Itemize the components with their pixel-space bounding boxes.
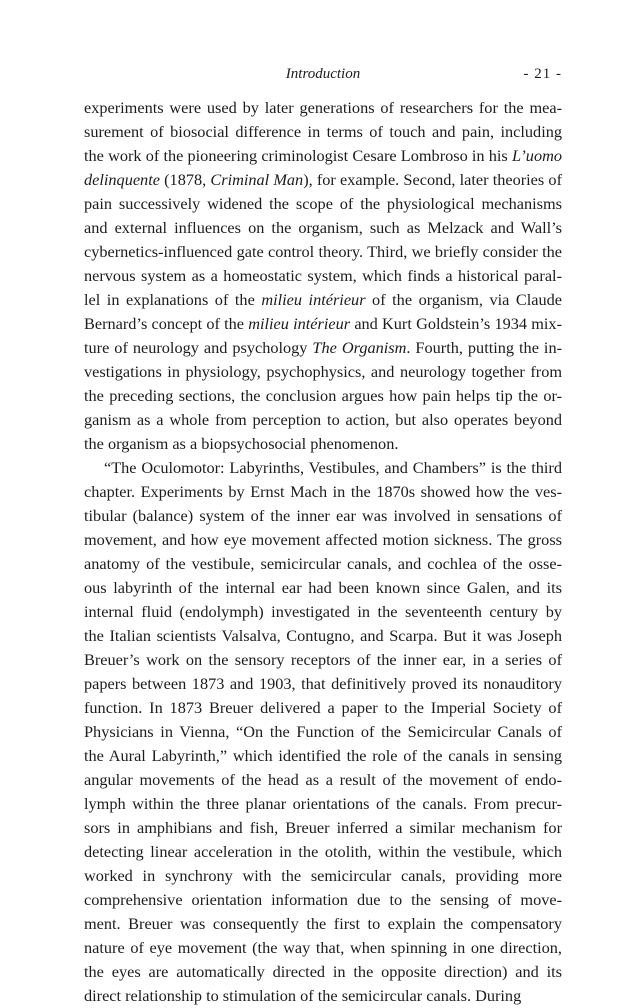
text-run: internal fluid (endolymph) investigated in the seventeenth century by <box>84 602 562 621</box>
text-line <box>84 720 562 744</box>
paragraph <box>84 456 562 1008</box>
text-line <box>84 408 562 432</box>
text-line <box>84 120 562 144</box>
text-run: direct relationship to stimulation of the semicircular canals. During <box>84 986 522 1005</box>
text-run: nature of eye movement (the way that, when spinning in one direction, <box>84 938 562 957</box>
text-line <box>84 600 562 624</box>
text-line <box>84 168 562 192</box>
text-line <box>84 264 562 288</box>
text-run: “The Oculomotor: Labyrinths, Vestibules, and Chambers” is the third <box>104 458 562 477</box>
paragraph <box>84 96 562 456</box>
italic-text: milieu intérieur <box>248 314 351 333</box>
italic-text: delinquente <box>84 170 160 189</box>
text-run: the eyes are automatically directed in the opposite direction) and its <box>84 962 562 981</box>
text-line <box>84 336 562 360</box>
italic-text: The Organism <box>312 338 407 357</box>
text-line <box>84 360 562 384</box>
text-line <box>84 504 562 528</box>
text-run: ment. Breuer was consequently the first to explain the compensatory <box>84 914 562 933</box>
text-line <box>84 480 562 504</box>
text-run: Physicians in Vienna, “On the Function of the Semicircular Canals of <box>84 722 562 741</box>
text-line <box>84 912 562 936</box>
text-run: sors in amphibians and fish, Breuer inferred a similar mechanism for <box>84 818 562 837</box>
text-line <box>84 816 562 840</box>
text-run: and external influences on the organism, such as Melzack and Wall’s <box>84 218 562 237</box>
text-line <box>84 672 562 696</box>
text-run: function. In 1873 Breuer delivered a paper to the Imperial Society of <box>84 698 562 717</box>
text-run: angular movements of the head as a result of the movement of endo- <box>84 770 562 789</box>
text-line <box>84 792 562 816</box>
text-run: . Fourth, putting the in- <box>406 338 563 357</box>
text-run: ), for example. Second, later theories of <box>303 170 562 189</box>
text-run: cybernetics-influenced gate control theory. Third, we briefly consider the <box>84 242 562 261</box>
italic-text: milieu intérieur <box>261 290 366 309</box>
text-run: the organism as a biopsychosocial phenomenon. <box>84 434 399 453</box>
text-line <box>84 432 562 456</box>
text-line <box>84 552 562 576</box>
text-line <box>84 192 562 216</box>
text-run: nervous system as a homeostatic system, which finds a historical paral- <box>84 266 562 285</box>
text-run: of the organism, via Claude <box>365 290 562 309</box>
text-run: the Aural Labyrinth,” which identified the role of the canals in sensing <box>84 746 562 765</box>
text-line <box>84 576 562 600</box>
text-line <box>84 240 562 264</box>
text-line <box>84 744 562 768</box>
text-line <box>84 840 562 864</box>
text-line <box>84 888 562 912</box>
text-run: surement of biosocial difference in terms of touch and pain, including <box>84 122 562 141</box>
text-run: experiments were used by later generations of researchers for the mea- <box>84 98 562 117</box>
text-line <box>84 528 562 552</box>
running-title: Introduction <box>285 66 361 82</box>
text-run: comprehensive orientation information due to the sensing of move- <box>84 890 562 909</box>
italic-text: Criminal Man <box>210 170 304 189</box>
text-run: ous labyrinth of the internal ear had been known since Galen, and its <box>84 578 562 597</box>
text-run: pain successively widened the scope of the physiological mechanisms <box>84 194 562 213</box>
text-line <box>84 864 562 888</box>
text-line <box>84 936 562 960</box>
text-line <box>84 144 562 168</box>
text-line <box>84 768 562 792</box>
page-number: - 21 - <box>523 66 562 82</box>
text-run: vestigations in physiology, psychophysics, and neurology together from <box>84 362 562 381</box>
text-run: detecting linear acceleration in the otolith, within the vestibule, which <box>84 842 562 861</box>
italic-text: L’uomo <box>511 146 562 165</box>
text-line <box>84 648 562 672</box>
text-run: and Kurt Goldstein’s 1934 mix- <box>350 314 562 333</box>
text-run: ture of neurology and psychology <box>84 338 313 357</box>
text-line <box>84 456 562 480</box>
text-run: papers between 1873 and 1903, that definitively proved its nonauditory <box>84 674 562 693</box>
text-line <box>84 216 562 240</box>
text-run: anatomy of the vestibule, semicircular canals, and cochlea of the osse- <box>84 554 562 573</box>
text-line <box>84 984 562 1008</box>
body-text <box>84 96 562 1008</box>
text-run: movement, and how eye movement affected motion sickness. The gross <box>84 530 562 549</box>
text-run: (1878, <box>159 170 211 189</box>
text-line <box>84 960 562 984</box>
text-run: lymph within the three planar orientations of the canals. From precur- <box>84 794 562 813</box>
text-line <box>84 624 562 648</box>
text-line <box>84 312 562 336</box>
text-run: tibular (balance) system of the inner ear was involved in sensations of <box>84 506 562 525</box>
text-run: ganism as a whole from perception to action, but also operates beyond <box>84 410 562 429</box>
text-run: chapter. Experiments by Ernst Mach in the 1870s showed how the ves- <box>84 482 562 501</box>
text-line <box>84 696 562 720</box>
text-run: Breuer’s work on the sensory receptors of the inner ear, in a series of <box>84 650 562 669</box>
text-run: the work of the pioneering criminologist Cesare Lombroso in his <box>84 146 512 165</box>
text-run: the preceding sections, the conclusion argues how pain helps tip the or- <box>84 386 562 405</box>
running-head <box>84 64 562 84</box>
text-run: the Italian scientists Valsalva, Contugno, and Scarpa. But it was Joseph <box>84 626 562 645</box>
text-line <box>84 288 562 312</box>
text-line <box>84 384 562 408</box>
text-run: Bernard’s concept of the <box>84 314 249 333</box>
text-run: worked in synchrony with the semicircular canals, providing more <box>84 866 562 885</box>
text-run: lel in explanations of the <box>84 290 262 309</box>
text-line <box>84 96 562 120</box>
